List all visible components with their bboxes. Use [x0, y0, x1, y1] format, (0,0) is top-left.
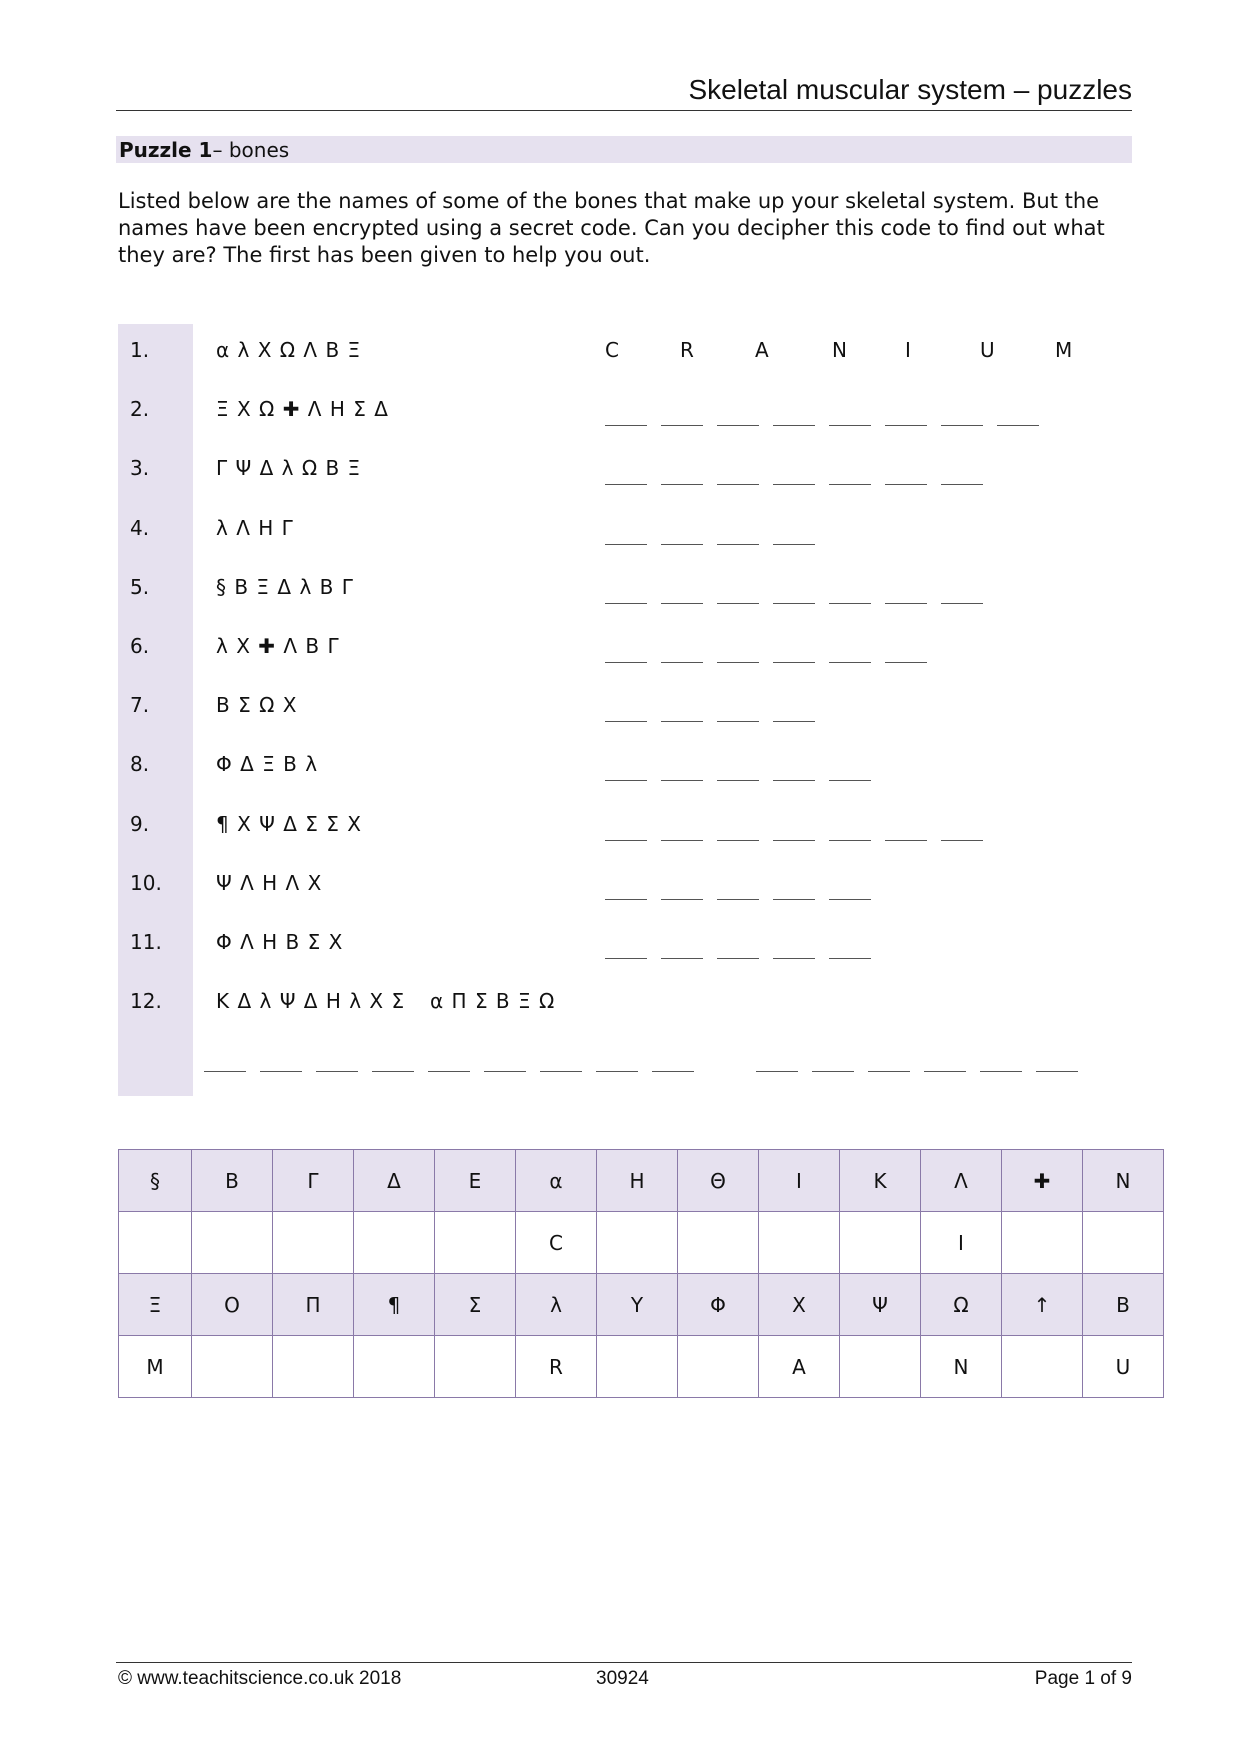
cipher-key-table [118, 1149, 1164, 1398]
key-symbol-cell: Γ [273, 1150, 354, 1212]
answer-blank[interactable] [717, 484, 759, 485]
encrypted-word: α λ Χ Ω Λ Β Ξ [216, 338, 362, 362]
answer-letter: R [680, 338, 694, 362]
answer-blank[interactable] [717, 544, 759, 545]
answer-blank[interactable] [661, 484, 703, 485]
key-symbol-cell: § [119, 1150, 192, 1212]
key-answer-cell[interactable] [759, 1212, 840, 1274]
answer-blank[interactable] [717, 899, 759, 900]
key-answer-cell[interactable] [678, 1336, 759, 1398]
answer-blank[interactable] [773, 840, 815, 841]
key-symbol-cell: Δ [354, 1150, 435, 1212]
key-symbol-cell: Χ [759, 1274, 840, 1336]
header-rule [116, 110, 1132, 111]
answer-blank[interactable] [596, 1071, 638, 1072]
puzzle-number: 5. [130, 574, 150, 599]
answer-blank[interactable] [661, 721, 703, 722]
puzzle-number: 9. [130, 811, 150, 836]
intro-paragraph: Listed below are the names of some of the bones that make up your skeletal system. But the names have been encrypted using a secret code. Can you decipher this code to find out what they are? The first has been given to help you out. [118, 189, 1105, 267]
answer-blank[interactable] [829, 899, 871, 900]
puzzle-number: 12. [130, 989, 162, 1014]
key-symbol-cell: Ο [192, 1274, 273, 1336]
encrypted-word: Β Σ Ω Χ [216, 693, 298, 718]
answer-letter: U [980, 338, 995, 362]
answer-blank[interactable] [204, 1071, 246, 1072]
encrypted-word: § Β Ξ Δ λ Β Γ [216, 574, 354, 599]
key-symbol-cell: ¶ [354, 1274, 435, 1336]
answer-blank[interactable] [717, 721, 759, 722]
key-symbol-cell: Ν [1083, 1150, 1164, 1212]
puzzle-number: 4. [130, 515, 150, 540]
answer-blank[interactable] [885, 662, 927, 663]
section-heading [116, 136, 1132, 163]
answer-blank[interactable] [661, 899, 703, 900]
section-title-rest: – bones [212, 138, 290, 162]
key-answer-cell[interactable] [597, 1336, 678, 1398]
answer-blank[interactable] [980, 1071, 1022, 1072]
answer-blank[interactable] [661, 958, 703, 959]
encrypted-word: λ Χ ✚ Λ Β Γ [216, 634, 340, 658]
answer-blank[interactable] [605, 899, 647, 900]
page-header-title: Skeletal muscular system – puzzles [688, 74, 1132, 105]
answer-blank[interactable] [661, 840, 703, 841]
answer-blank[interactable] [717, 603, 759, 604]
puzzle-number: 3. [130, 456, 150, 481]
key-answer-cell[interactable] [354, 1336, 435, 1398]
key-symbol-cell: Ξ [119, 1274, 192, 1336]
key-symbol-cell: Η [597, 1150, 678, 1212]
key-symbol-cell: Β [1083, 1274, 1164, 1336]
puzzle-number: 1. [130, 338, 150, 362]
footer-rule [116, 1662, 1132, 1663]
answer-blank[interactable] [316, 1071, 358, 1072]
answer-blank[interactable] [997, 425, 1039, 426]
answer-blank[interactable] [661, 425, 703, 426]
key-answer-cell[interactable] [840, 1212, 921, 1274]
answer-blank[interactable] [605, 840, 647, 841]
puzzle-number: 6. [130, 634, 150, 658]
answer-letter: A [755, 338, 769, 362]
key-symbol-cell: Ε [435, 1150, 516, 1212]
answer-blank[interactable] [605, 544, 647, 545]
answer-blank[interactable] [885, 484, 927, 485]
key-answer-cell[interactable] [192, 1212, 273, 1274]
key-answer-cell[interactable] [597, 1212, 678, 1274]
key-answer-cell[interactable]: M [119, 1336, 192, 1398]
answer-blank[interactable] [829, 840, 871, 841]
encrypted-word: Ψ Λ Η Λ Χ [216, 870, 323, 895]
key-answer-cell[interactable]: R [516, 1336, 597, 1398]
encrypted-word: ¶ Χ Ψ Δ Σ Σ Χ [216, 811, 362, 836]
answer-blank[interactable] [868, 1071, 910, 1072]
key-answer-cell[interactable] [1002, 1336, 1083, 1398]
answer-blank[interactable] [484, 1071, 526, 1072]
key-answer-cell[interactable]: C [516, 1212, 597, 1274]
answer-blank[interactable] [812, 1071, 854, 1072]
puzzle-number: 8. [130, 752, 150, 777]
answer-blank[interactable] [661, 544, 703, 545]
key-symbol-cell: λ [516, 1274, 597, 1336]
key-answer-cell[interactable] [840, 1336, 921, 1398]
answer-blank[interactable] [941, 484, 983, 485]
key-answer-cell[interactable]: N [921, 1336, 1002, 1398]
answer-blank[interactable] [773, 780, 815, 781]
answer-blank[interactable] [717, 425, 759, 426]
key-answer-cell[interactable] [435, 1336, 516, 1398]
key-row-symbols-2 [119, 1274, 1164, 1336]
answer-letter: N [832, 338, 847, 362]
key-answer-cell[interactable] [192, 1336, 273, 1398]
answer-blank[interactable] [717, 958, 759, 959]
key-answer-cell[interactable]: U [1083, 1336, 1164, 1398]
key-row-answers-1 [119, 1212, 1164, 1274]
answer-blank[interactable] [941, 840, 983, 841]
key-row-answers-2 [119, 1336, 1164, 1398]
answer-blank[interactable] [605, 958, 647, 959]
answer-blank[interactable] [605, 662, 647, 663]
encrypted-word: Κ Δ λ Ψ Δ Η λ Χ Σ [216, 989, 406, 1014]
key-symbol-cell: Ω [921, 1274, 1002, 1336]
key-symbol-cell: Ι [759, 1150, 840, 1212]
key-row-symbols-1 [119, 1150, 1164, 1212]
key-symbol-cell: ↑ [1002, 1274, 1083, 1336]
key-answer-cell[interactable] [435, 1212, 516, 1274]
key-answer-cell[interactable] [273, 1212, 354, 1274]
key-symbol-cell: α [516, 1150, 597, 1212]
answer-letter: M [1055, 338, 1073, 362]
footer-copyright: © www.teachitscience.co.uk 2018 [118, 1668, 402, 1689]
answer-blank[interactable] [885, 603, 927, 604]
answer-blank[interactable] [717, 780, 759, 781]
key-answer-cell[interactable]: I [921, 1212, 1002, 1274]
puzzle-number: 2. [130, 397, 150, 422]
encrypted-word: Ξ Χ Ω ✚ Λ Η Σ Δ [216, 397, 389, 422]
encrypted-word: Φ Λ Η Β Σ Χ [216, 930, 344, 954]
answer-blank[interactable] [773, 484, 815, 485]
answer-blank[interactable] [1036, 1071, 1078, 1072]
encrypted-word: Γ Ψ Δ λ Ω Β Ξ [216, 456, 362, 481]
answer-blank[interactable] [605, 603, 647, 604]
answer-blank[interactable] [829, 603, 871, 604]
answer-blank[interactable] [773, 603, 815, 604]
answer-blank[interactable] [372, 1071, 414, 1072]
key-symbol-cell: Υ [597, 1274, 678, 1336]
key-answer-cell[interactable] [1002, 1212, 1083, 1274]
answer-blank[interactable] [605, 484, 647, 485]
answer-blank[interactable] [829, 484, 871, 485]
footer-page-number: Page 1 of 9 [1034, 1668, 1132, 1689]
answer-blank[interactable] [428, 1071, 470, 1072]
key-answer-cell[interactable]: A [759, 1336, 840, 1398]
encrypted-word: λ Λ Η Γ [216, 515, 294, 540]
key-symbol-cell: Β [192, 1150, 273, 1212]
answer-blank[interactable] [829, 662, 871, 663]
encrypted-word-2: α Π Σ Β Ξ Ω [430, 989, 556, 1014]
answer-blank[interactable] [717, 662, 759, 663]
answer-blank[interactable] [605, 425, 647, 426]
key-symbol-cell: Π [273, 1274, 354, 1336]
answer-blank[interactable] [661, 603, 703, 604]
answer-blank[interactable] [661, 780, 703, 781]
answer-blank[interactable] [885, 840, 927, 841]
answer-blank[interactable] [941, 425, 983, 426]
answer-blank[interactable] [717, 840, 759, 841]
key-answer-cell[interactable] [1083, 1212, 1164, 1274]
answer-blank[interactable] [829, 425, 871, 426]
answer-blank[interactable] [924, 1071, 966, 1072]
key-symbol-cell: Λ [921, 1150, 1002, 1212]
key-symbol-cell: Φ [678, 1274, 759, 1336]
key-answer-cell[interactable] [273, 1336, 354, 1398]
answer-letter: I [905, 338, 911, 362]
answer-blank[interactable] [773, 425, 815, 426]
key-symbol-cell: Ψ [840, 1274, 921, 1336]
answer-blank[interactable] [260, 1071, 302, 1072]
encrypted-word: Φ Δ Ξ Β λ [216, 752, 319, 777]
key-symbol-cell: Θ [678, 1150, 759, 1212]
answer-letter: C [605, 338, 619, 362]
key-answer-cell[interactable] [678, 1212, 759, 1274]
puzzle-number: 10. [130, 870, 162, 895]
key-answer-cell[interactable] [119, 1212, 192, 1274]
answer-blank[interactable] [773, 899, 815, 900]
key-answer-cell[interactable] [354, 1212, 435, 1274]
key-symbol-cell: Κ [840, 1150, 921, 1212]
section-title-bold: Puzzle 1 [119, 138, 213, 162]
answer-blank[interactable] [829, 780, 871, 781]
answer-blank[interactable] [756, 1071, 798, 1072]
answer-blank[interactable] [605, 721, 647, 722]
answer-blank[interactable] [773, 662, 815, 663]
answer-blank[interactable] [773, 958, 815, 959]
answer-blank[interactable] [773, 544, 815, 545]
answer-blank[interactable] [773, 721, 815, 722]
footer-code: 30924 [596, 1668, 649, 1689]
answer-blank[interactable] [941, 603, 983, 604]
answer-blank[interactable] [652, 1071, 694, 1072]
answer-blank[interactable] [605, 780, 647, 781]
puzzle-number: 7. [130, 693, 150, 718]
answer-blank[interactable] [885, 425, 927, 426]
answer-blank[interactable] [661, 662, 703, 663]
answer-blank[interactable] [829, 958, 871, 959]
answer-blank[interactable] [540, 1071, 582, 1072]
puzzle-number: 11. [130, 930, 162, 954]
key-symbol-cell: ✚ [1002, 1150, 1083, 1212]
key-symbol-cell: Σ [435, 1274, 516, 1336]
